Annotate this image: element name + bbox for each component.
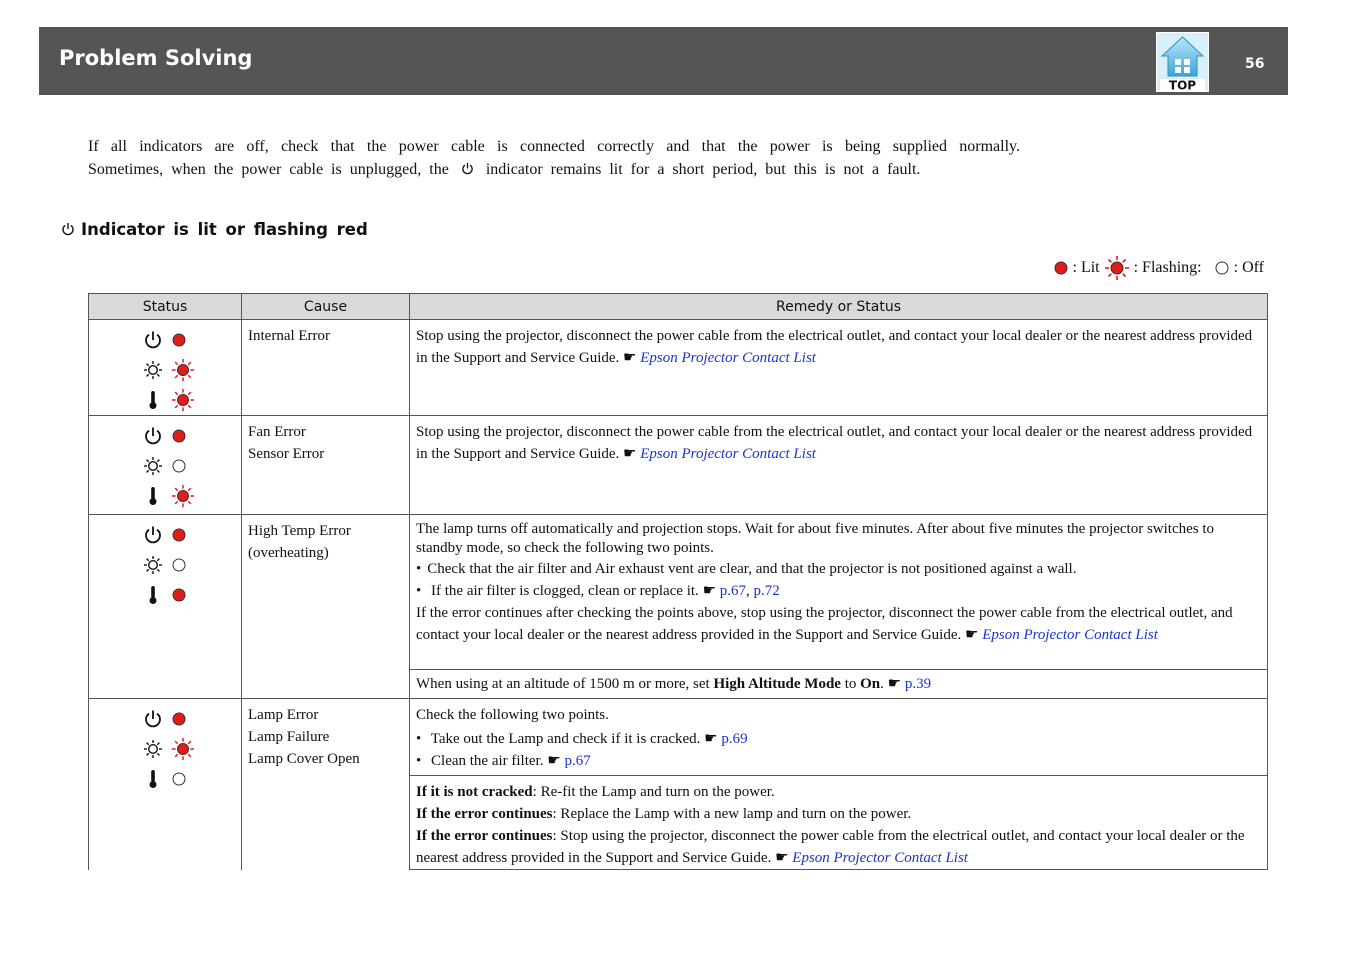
remedy-bullet: • Check that the air filter and Air exhaust vent are clear, and that the projector is not positioned against a wall. (416, 558, 1261, 580)
power-icon (61, 222, 75, 236)
flashing-indicator-icon (171, 388, 195, 412)
top-home-icon[interactable] (1156, 32, 1209, 92)
indicator-row-power (89, 421, 241, 451)
remedy-cell (410, 515, 1268, 670)
indicator-row-power (89, 704, 241, 734)
intro-paragraph (88, 135, 1020, 181)
indicator-row-power (89, 520, 241, 550)
page-link[interactable]: p.67 (564, 753, 591, 769)
intro-line-2: Sometimes, when the power cable is unplugged, the indicator remains lit for a short period, but this is not a fault. (88, 161, 921, 178)
pointing-hand-icon: ☛ (702, 583, 717, 599)
thermometer-icon (143, 486, 163, 506)
off-indicator-icon (1214, 260, 1230, 276)
indicator-legend (1053, 255, 1269, 281)
header-status: Status (89, 294, 242, 320)
cause-text: High Temp Error (248, 523, 351, 539)
pointing-hand-icon: ☛ (623, 446, 637, 462)
legend-lit: : Lit (1072, 259, 1100, 276)
cause-text: Internal Error (248, 328, 331, 344)
remedy-cell (410, 776, 1268, 870)
lamp-icon (143, 360, 163, 380)
power-icon (461, 162, 474, 175)
remedy-after: If the error continues after checking the points above, stop using the projector, disconnect the power cable from the electrical outlet, and contact your local dealer or the nearest address provided in the Support and Service Guide. ☛ Epson Projector Contact List (416, 605, 1233, 643)
cause-cell (242, 515, 410, 699)
indicator-row-lamp (89, 355, 241, 385)
remedy-cell: Stop using the projector, disconnect the power cable from the electrical outlet, and contact your local dealer or the nearest address provided in the Support and Service Guide. ☛ Epson Projector Contact List (410, 320, 1268, 416)
contact-list-link[interactable]: Epson Projector Contact List (640, 350, 816, 366)
page-title: Problem Solving (59, 46, 253, 70)
remedy-bullet: • If the air filter is clogged, clean or replace it. ☛ p.67, p.72 (416, 580, 1261, 602)
remedy-cell (410, 699, 1268, 776)
indicator-row-temp (89, 481, 241, 511)
header-cause: Cause (242, 294, 410, 320)
intro-line-1: If all indicators are off, check that the power cable is connected correctly and that the power is being supplied normally. (88, 138, 1020, 155)
page-number: 56 (1245, 56, 1265, 72)
cause-cell (242, 320, 410, 416)
table-row (89, 416, 1268, 515)
pointing-hand-icon: ☛ (887, 676, 902, 692)
svg-text:TOP: TOP (1168, 78, 1197, 92)
thermometer-icon (143, 769, 163, 789)
status-cell (89, 515, 242, 699)
indicator-row-temp (89, 385, 241, 415)
status-cell (89, 320, 242, 416)
lamp-icon (143, 555, 163, 575)
cause-cell (242, 699, 410, 870)
status-cell (89, 699, 242, 870)
contact-list-link[interactable]: Epson Projector Contact List (640, 446, 816, 462)
legend-off: : Off (1233, 259, 1264, 276)
indicator-status-table (88, 293, 1268, 870)
table-row (89, 320, 1268, 416)
page-link[interactable]: p.69 (721, 731, 748, 747)
status-cell (89, 416, 242, 515)
lit-indicator-icon (1053, 260, 1069, 276)
lit-indicator-icon (171, 428, 187, 444)
legend-flashing: : Flashing: (1133, 259, 1202, 276)
cause-text: Lamp Error (248, 707, 319, 723)
flashing-indicator-icon (171, 484, 195, 508)
lit-indicator-icon (171, 527, 187, 543)
header-bar (39, 27, 1288, 95)
indicator-row-lamp (89, 734, 241, 764)
pointing-hand-icon: ☛ (775, 850, 789, 866)
flashing-indicator-icon (171, 358, 195, 382)
power-icon (143, 525, 163, 545)
remedy-line: If the error continues: Stop using the projector, disconnect the power cable from the electrical outlet, and contact your local dealer or the nearest address provided in the Support and Service Guide. ☛ Epson Projector Contact List (416, 828, 1245, 866)
off-indicator-icon (171, 458, 187, 474)
pointing-hand-icon: ☛ (547, 753, 561, 769)
remedy-cell: Stop using the projector, disconnect the power cable from the electrical outlet, and contact your local dealer or the nearest address provided in the Support and Service Guide. ☛ Epson Projector Contact List (410, 416, 1268, 515)
cause-text: Fan Error (248, 424, 306, 440)
table-row (89, 515, 1268, 670)
flashing-indicator-icon (171, 737, 195, 761)
remedy-line: If the error continues: Replace the Lamp with a new lamp and turn on the power. (416, 806, 912, 822)
remedy-intro: The lamp turns off automatically and projection stops. Wait for about five minutes. After about five minutes the projector switches to standby mode, so check the following two points. (416, 521, 1215, 556)
lamp-icon (143, 739, 163, 759)
header-remedy: Remedy or Status (410, 294, 1268, 320)
page-link[interactable]: p.39 (904, 676, 932, 692)
indicator-row-lamp (89, 451, 241, 481)
table-header-row (89, 294, 1268, 320)
page-link[interactable]: p.72 (753, 583, 780, 599)
pointing-hand-icon: ☛ (964, 627, 979, 643)
indicator-row-power (89, 325, 241, 355)
lit-indicator-icon (171, 332, 187, 348)
thermometer-icon (143, 390, 163, 410)
remedy-line: If it is not cracked: Re-fit the Lamp and turn on the power. (416, 784, 775, 800)
page-link[interactable]: p.67 (719, 583, 747, 599)
power-icon (143, 426, 163, 446)
remedy-bullet: • Clean the air filter. ☛ p.67 (416, 750, 1261, 772)
lamp-icon (143, 456, 163, 476)
pointing-hand-icon: ☛ (704, 731, 718, 747)
table-row (89, 699, 1268, 776)
lit-indicator-icon (171, 587, 187, 603)
off-indicator-icon (171, 771, 187, 787)
lit-indicator-icon (171, 711, 187, 727)
thermometer-icon (143, 585, 163, 605)
power-icon (143, 709, 163, 729)
indicator-row-lamp (89, 550, 241, 580)
cause-cell (242, 416, 410, 515)
contact-list-link[interactable]: Epson Projector Contact List (792, 850, 968, 866)
cause-text: Lamp Failure (248, 729, 330, 745)
pointing-hand-icon: ☛ (623, 350, 637, 366)
contact-list-link[interactable]: Epson Projector Contact List (982, 627, 1158, 643)
remedy-intro: Check the following two points. (416, 707, 609, 723)
cause-text: (overheating) (248, 545, 329, 561)
indicator-row-temp (89, 580, 241, 610)
remedy-cell: When using at an altitude of 1500 m or more, set High Altitude Mode to On. ☛ p.39 (410, 670, 1268, 699)
remedy-bullet: • Take out the Lamp and check if it is cracked. ☛ p.69 (416, 728, 1261, 750)
power-icon (143, 330, 163, 350)
off-indicator-icon (171, 557, 187, 573)
indicator-row-temp (89, 764, 241, 794)
cause-text: Lamp Cover Open (248, 751, 360, 767)
section-heading: Indicator is lit or flashing red (61, 220, 368, 239)
flashing-indicator-icon (1104, 255, 1130, 281)
cause-text: Sensor Error (248, 446, 325, 462)
